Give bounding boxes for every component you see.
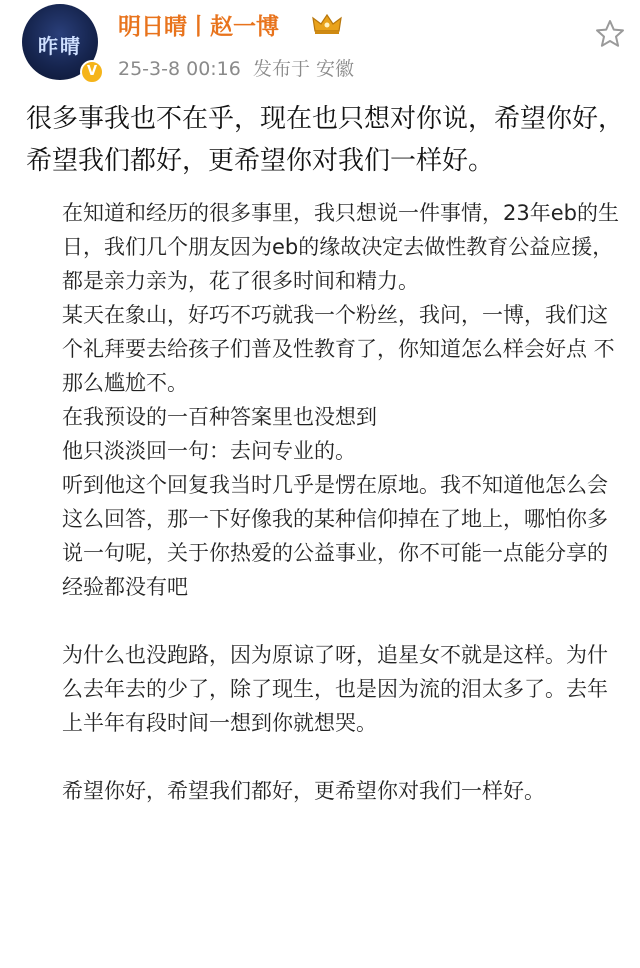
author-name[interactable]: 明日晴丨赵一博 (118, 14, 279, 40)
paragraph-gap (62, 740, 622, 774)
post-headline: 很多事我也不在乎，现在也只想对你说，希望你好，希望我们都好，更希望你对我们一样好。 (26, 104, 625, 176)
post-body (62, 196, 622, 808)
crown-icon (312, 12, 342, 36)
post-timestamp: 25-3-8 00:16 (118, 58, 241, 80)
body-paragraph: 在我预设的一百种答案里也没想到 (62, 405, 377, 429)
body-paragraph: 听到他这个回复我当时几乎是愣在原地。我不知道他怎么会这么回答，那一下好像我的某种信仰掉在了地上，哪怕你多说一句呢，关于你热爱的公益事业，你不可能一点能分享的经验都没有吧 (62, 473, 608, 599)
post-header (0, 0, 640, 92)
post-meta (118, 54, 354, 81)
verified-badge-icon: V (80, 60, 104, 84)
body-paragraph: 某天在象山，好巧不巧就我一个粉丝，我问，一博，我们这个礼拜要去给孩子们普及性教育了，你知道怎么样会好点 不那么尴尬不。 (62, 303, 615, 395)
star-outline-icon[interactable] (594, 18, 626, 50)
body-paragraph: 为什么也没跑路，因为原谅了呀，追星女不就是这样。为什么去年去的少了，除了现生，也是因为流的泪太多了。去年上半年有段时间一想到你就想哭。 (62, 643, 608, 735)
post-location: 发布于 安徽 (252, 58, 355, 80)
body-paragraph: 在知道和经历的很多事里，我只想说一件事情，23年eb的生日，我们几个朋友因为eb的缘故决定去做性教育公益应援，都是亲力亲为，花了很多时间和精力。 (62, 201, 619, 293)
avatar-text: 昨晴 (38, 34, 82, 58)
paragraph-gap (62, 604, 622, 638)
body-paragraph: 希望你好，希望我们都好，更希望你对我们一样好。 (62, 779, 545, 803)
body-paragraph: 他只淡淡回一句：去问专业的。 (62, 439, 356, 463)
